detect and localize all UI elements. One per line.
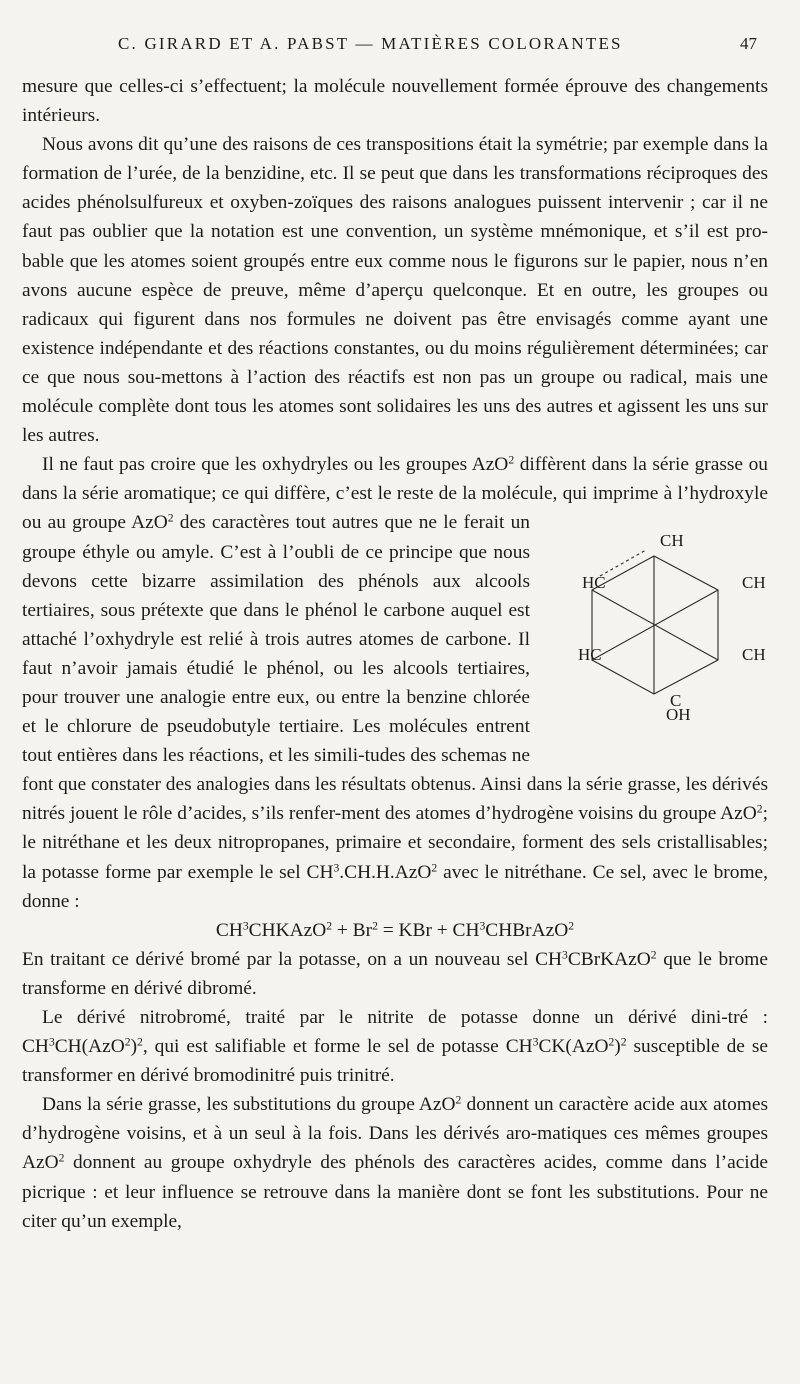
superscript: 3 bbox=[242, 919, 249, 933]
p5-text-c: ) bbox=[130, 1036, 138, 1058]
p4-text-a: En traitant ce dérivé bromé par la potasse, on a un nouveau sel CH bbox=[22, 948, 563, 970]
superscript: 3 bbox=[562, 948, 568, 962]
superscript: 2 bbox=[620, 1035, 627, 1049]
superscript: 2 bbox=[756, 802, 763, 816]
superscript: 2 bbox=[326, 919, 333, 933]
label-ch-upper-right: CH bbox=[742, 573, 766, 593]
eq-part: CHKAzO bbox=[248, 919, 327, 941]
p5-text-d: , qui est salifiable et forme le sel de potasse CH bbox=[142, 1036, 533, 1058]
p5-text-a: Le dérivé nitrobromé, traité par le nitrite de potasse donne un dérivé dini-tré : CH bbox=[22, 1007, 768, 1058]
p4-text-b: CBrKAzO bbox=[567, 948, 651, 970]
p4-text-c: que le brome transforme en dérivé dibromé. bbox=[22, 948, 768, 999]
label-hc-upper-left: HC bbox=[582, 573, 606, 593]
superscript: 2 bbox=[137, 1035, 143, 1049]
superscript: 3 bbox=[479, 919, 486, 933]
superscript: 2 bbox=[372, 919, 378, 933]
p5-text-b: CH(AzO bbox=[54, 1036, 125, 1058]
superscript: 2 bbox=[431, 861, 438, 875]
page-number: 47 bbox=[740, 34, 757, 53]
p5-text-f: ) bbox=[614, 1036, 621, 1058]
p5-text-g: susceptible de se transformer en dérivé bromodinitré puis trinitré. bbox=[22, 1036, 768, 1087]
running-header bbox=[0, 34, 800, 60]
eq-part: CHBrAzO bbox=[485, 919, 569, 941]
paragraph-1: mesure que celles-ci s’effectuent; la molécule nouvellement formée éprouve des changements intérieurs. bbox=[22, 76, 768, 127]
superscript: 2 bbox=[508, 453, 515, 467]
p6-text-a: Dans la série grasse, les substitutions du groupe AzO bbox=[42, 1094, 456, 1116]
bond-hint bbox=[600, 550, 646, 576]
running-title: C. GIRARD ET A. PABST — MATIÈRES COLORANTES bbox=[118, 34, 623, 53]
p3-text-a: Il ne faut pas croire que les oxhydryles ou les groupes AzO bbox=[42, 454, 509, 476]
p3-text-e: .CH.H.AzO bbox=[339, 861, 432, 883]
superscript: 2 bbox=[58, 1152, 65, 1166]
superscript: 3 bbox=[333, 861, 340, 875]
p3-text-b: diffèrent dans la série grasse ou dans la série aromatique; ce qui diffère, c’est le reste de la molécule, qui imprime à l’hydroxyle ou au groupe AzO bbox=[22, 454, 768, 534]
page-body bbox=[22, 72, 768, 1236]
eq-part: + Br bbox=[332, 919, 373, 941]
paragraph-5 bbox=[22, 1003, 768, 1090]
superscript: 2 bbox=[650, 948, 657, 962]
eq-part: CH bbox=[215, 919, 243, 941]
eq-part: = KBr + CH bbox=[377, 919, 480, 941]
superscript: 2 bbox=[167, 512, 174, 526]
label-oh: OH bbox=[666, 705, 691, 725]
p3-text-f: avec le nitréthane. Ce sel, avec le brome, donne : bbox=[22, 861, 768, 912]
label-hc-lower-left: HC bbox=[578, 645, 602, 665]
superscript: 2 bbox=[608, 1035, 615, 1049]
label-ch-lower-right: CH bbox=[742, 645, 766, 665]
p5-text-e: CK(AzO bbox=[538, 1036, 609, 1058]
superscript: 3 bbox=[532, 1035, 539, 1049]
paragraph-2: Nous avons dit qu’une des raisons de ces transpositions était la symétrie; par exemple dans la formation de l’urée, de la benzidine, etc. Il se peut que dans les transformations réciproques des acides phénolsulfureux et oxyben-zoïques des raisons analogues puissent intervenir ; car il ne faut pas oublier que la notation est une convention, un système mnémonique, et s’il est pro-bable que les atomes soient groupés entre eux comme nous le figurons sur le papier, nous n’en avons aucune espèce de preuve, même d’aperçu quelconque. Et en outre, les groupes ou radicaux qui figurent dans nos formules ne doivent pas être envisagés comme ayant une existence indépendante et des réactions constantes, ou du moins régulièrement déterminées; car ce que nous sou-mettons à l’action des réactifs est non pas un groupe ou radical, mais une molécule complète dont tous les atomes sont solidaires les uns des autres et agissent les uns sur les autres. bbox=[22, 134, 768, 447]
superscript: 2 bbox=[568, 919, 575, 933]
p6-text-b: donnent un caractère acide aux atomes d’hydrogène voisins, et à un seul à la fois. Dans les dérivés aro-matiques ces mêmes groupes AzO bbox=[22, 1094, 768, 1174]
benzene-ring-diagram bbox=[540, 514, 772, 742]
label-c-bottom: C bbox=[670, 691, 682, 711]
superscript: 2 bbox=[455, 1093, 462, 1107]
label-ch-top: CH bbox=[660, 531, 684, 551]
equation bbox=[22, 916, 768, 945]
p3-text-c: des caractères tout autres que ne le ferait un groupe éthyle ou amyle. C’est à l’oubli de ce principe que nous devons cette bizarre assimilation des phénols aux alcools tertiaires, sous prétexte que dans le phénol le carbone auquel est attaché l’oxhydryle est relié à trois autres atomes de carbone. Il faut n’avoir jamais étudié le phénol, ou les alcools tertiaires, pour trouver une analogie entre eux, ou entre la benzine chlorée et le chlorure de pseudobutyle tertiaire. Les molécules entrent tout entières dans les réactions, et les simili-tudes des schemas ne font que constater des analogies dans les résultats obtenus. Ainsi dans la série grasse, les dérivés nitrés jouent le rôle d’acides, s’ils renfer-ment des atomes d’hydrogène voisins du groupe AzO bbox=[22, 512, 768, 825]
superscript: 2 bbox=[124, 1035, 131, 1049]
paragraph-4 bbox=[22, 945, 768, 1003]
paragraph-3 bbox=[22, 450, 768, 916]
superscript: 3 bbox=[48, 1035, 55, 1049]
p3-text-d: ; le nitréthane et les deux nitropropanes, primaire et secondaire, forment des sels cristallisables; la potasse forme par exemple le sel CH bbox=[22, 803, 768, 883]
paragraph-6 bbox=[22, 1090, 768, 1235]
p6-text-c: donnent au groupe oxhydryle des phénols des caractères acides, comme dans l’acide picrique : et leur influence se retrouve dans la manière dont se font les substitutions. Pour ne citer qu’un exemple, bbox=[22, 1152, 768, 1232]
